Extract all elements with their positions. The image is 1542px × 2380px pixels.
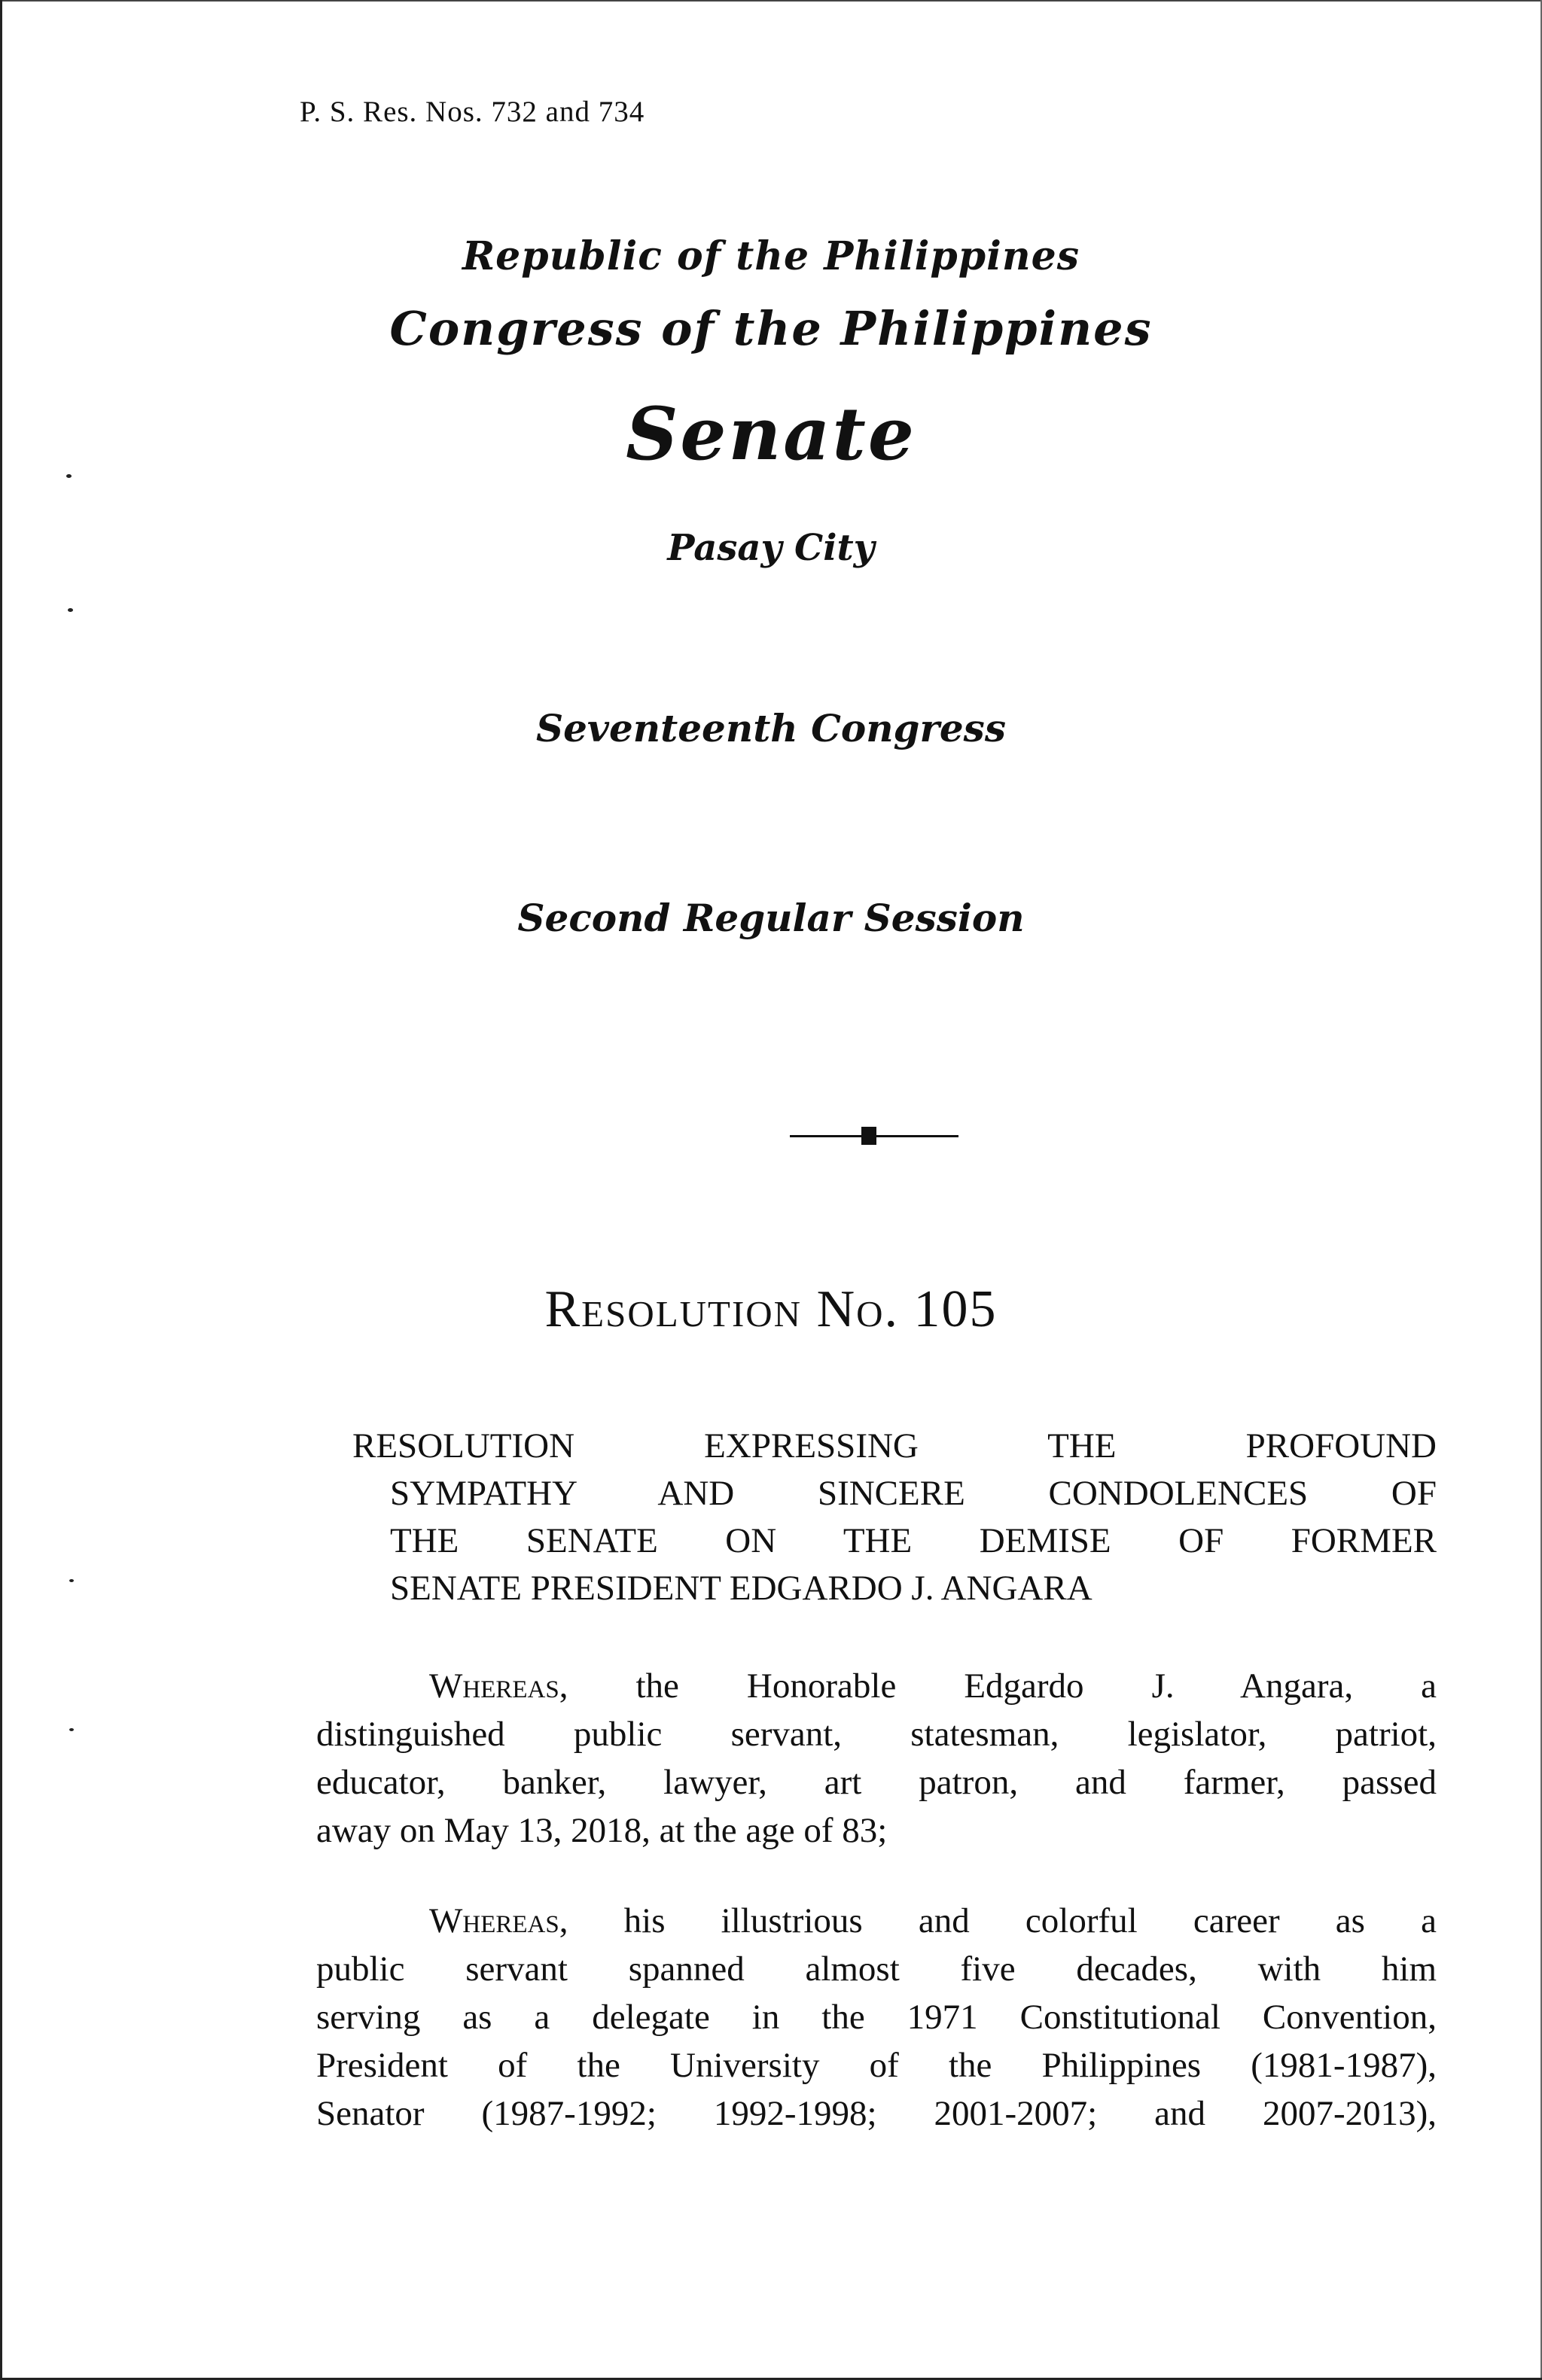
whereas-paragraph-1 bbox=[316, 1662, 1437, 1855]
resolution-subject bbox=[352, 1423, 1437, 1612]
subject-line: RESOLUTION EXPRESSING THE PROFOUND bbox=[352, 1426, 1437, 1465]
masthead-congress: Congress of the Philippines bbox=[389, 301, 1153, 356]
paragraph-line bbox=[316, 1662, 1437, 1710]
whereas-lead: Whereas, bbox=[429, 1666, 568, 1706]
paragraph-line: public servant spanned almost five decades, with him bbox=[316, 1949, 1437, 1989]
paragraph-line: away on May 13, 2018, at the age of 83; bbox=[316, 1811, 888, 1850]
masthead-congress-number: Seventeenth Congress bbox=[536, 706, 1006, 750]
subject-line: THE SENATE ON THE DEMISE OF FORMER bbox=[390, 1521, 1437, 1560]
section-divider-ornament bbox=[790, 1125, 958, 1147]
paragraph-line bbox=[316, 1897, 1437, 1945]
whereas-paragraph-2 bbox=[316, 1897, 1437, 2138]
scan-speck bbox=[68, 608, 73, 612]
page-edge-left bbox=[0, 0, 2, 2380]
divider-square bbox=[861, 1127, 876, 1145]
subject-line: SENATE PRESIDENT EDGARDO J. ANGARA bbox=[390, 1569, 1093, 1608]
masthead-republic: Republic of the Philippines bbox=[462, 233, 1080, 279]
scan-speck bbox=[69, 1579, 74, 1582]
paragraph-line: distinguished public servant, statesman, legislator, patriot, bbox=[316, 1715, 1437, 1754]
paragraph-line: Senator (1987-1992; 1992-1998; 2001-2007; and 2007-2013), bbox=[316, 2094, 1437, 2133]
paragraph-text: his illustrious and colorful career as a bbox=[623, 1901, 1437, 1940]
masthead-city: Pasay City bbox=[667, 527, 875, 569]
masthead-senate: Senate bbox=[626, 391, 916, 476]
paragraph-text: the Honorable Edgardo J. Angara, a bbox=[635, 1666, 1437, 1706]
page-edge-top bbox=[0, 0, 1542, 2]
document-reference: P. S. Res. Nos. 732 and 734 bbox=[300, 96, 645, 128]
paragraph-line: educator, banker, lawyer, art patron, and farmer, passed bbox=[316, 1763, 1437, 1802]
subject-line: SYMPATHY AND SINCERE CONDOLENCES OF bbox=[390, 1474, 1437, 1513]
resolution-title: Resolution No. 105 bbox=[544, 1280, 998, 1338]
whereas-lead: Whereas, bbox=[429, 1901, 568, 1940]
paragraph-line: President of the University of the Philippines (1981-1987), bbox=[316, 2046, 1437, 2085]
scan-speck bbox=[69, 1728, 74, 1731]
paragraph-line: serving as a delegate in the 1971 Constitutional Convention, bbox=[316, 1998, 1437, 2037]
masthead-session: Second Regular Session bbox=[517, 896, 1025, 940]
